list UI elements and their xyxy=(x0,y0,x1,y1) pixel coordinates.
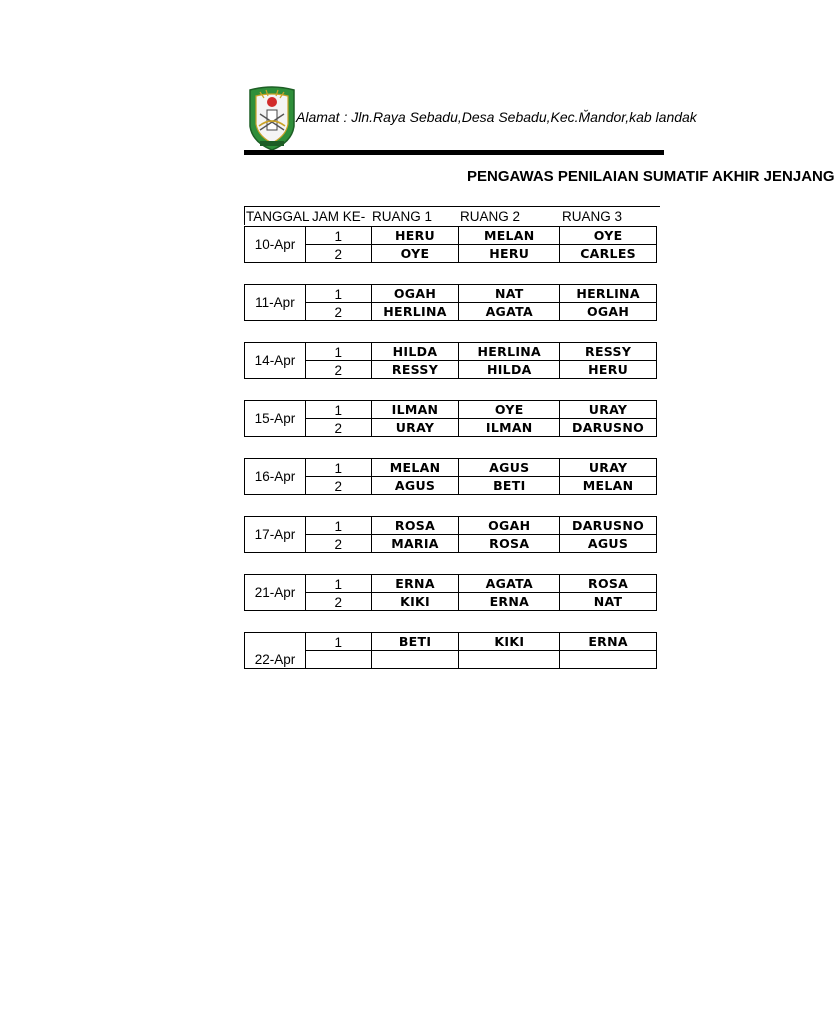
table-row xyxy=(245,593,657,611)
header-divider xyxy=(244,150,664,155)
jam-cell: 2 xyxy=(305,535,371,553)
ruang-3-cell: DARUSNO xyxy=(560,419,657,437)
ruang-3-cell: AGUS xyxy=(560,535,657,553)
ruang-1-cell: ILMAN xyxy=(371,401,459,419)
jam-cell: 1 xyxy=(305,285,371,303)
date-block xyxy=(244,574,657,611)
ruang-1-cell: URAY xyxy=(371,419,459,437)
date-block xyxy=(244,458,657,495)
table-row xyxy=(245,285,657,303)
jam-cell: 1 xyxy=(305,401,371,419)
ruang-2-cell: NAT xyxy=(459,285,560,303)
ruang-3-cell: OYE xyxy=(560,227,657,245)
ruang-2-cell: AGATA xyxy=(459,303,560,321)
ruang-2-cell: HILDA xyxy=(459,361,560,379)
ruang-1-cell: MELAN xyxy=(371,459,459,477)
table-row xyxy=(245,361,657,379)
date-block xyxy=(244,342,657,379)
table-row xyxy=(245,343,657,361)
ruang-3-cell: URAY xyxy=(560,401,657,419)
ruang-1-cell: HERLINA xyxy=(371,303,459,321)
document-title: PENGAWAS PENILAIAN SUMATIF AKHIR JENJANG xyxy=(467,168,835,185)
date-block xyxy=(244,226,657,263)
table-row xyxy=(245,535,657,553)
ruang-3-cell: MELAN xyxy=(560,477,657,495)
ruang-1-cell: RESSY xyxy=(371,361,459,379)
jam-cell: 2 xyxy=(305,361,371,379)
ruang-1-cell: OGAH xyxy=(371,285,459,303)
table-row xyxy=(245,575,657,593)
ruang-1-cell: BETI xyxy=(371,633,459,651)
jam-cell: 2 xyxy=(305,593,371,611)
ruang-2-cell: HERU xyxy=(459,245,560,263)
ruang-3-cell: HERU xyxy=(560,361,657,379)
date-cell: 21-Apr xyxy=(245,575,306,611)
ruang-2-cell: ERNA xyxy=(459,593,560,611)
ruang-1-cell: HERU xyxy=(371,227,459,245)
ruang-1-cell: ERNA xyxy=(371,575,459,593)
ruang-3-cell: ERNA xyxy=(560,633,657,651)
jam-cell: 2 xyxy=(305,245,371,263)
column-header-ruang-1: RUANG 1 xyxy=(371,206,459,225)
jam-cell: 1 xyxy=(305,633,371,651)
ruang-2-cell: OYE xyxy=(459,401,560,419)
ruang-3-cell: DARUSNO xyxy=(560,517,657,535)
table-row xyxy=(245,633,657,651)
ruang-1-cell: OYE xyxy=(371,245,459,263)
ruang-3-cell: ROSA xyxy=(560,575,657,593)
jam-cell: 1 xyxy=(305,227,371,245)
column-header-ruang-2: RUANG 2 xyxy=(459,206,560,225)
ruang-3-cell: HERLINA xyxy=(560,285,657,303)
date-cell: 17-Apr xyxy=(245,517,306,553)
ruang-3-cell: RESSY xyxy=(560,343,657,361)
ruang-3-cell xyxy=(560,651,657,669)
table-row xyxy=(245,459,657,477)
jam-cell: 2 xyxy=(305,477,371,495)
table-row xyxy=(245,517,657,535)
jam-cell: 1 xyxy=(305,517,371,535)
ruang-3-cell: CARLES xyxy=(560,245,657,263)
ruang-1-cell: MARIA xyxy=(371,535,459,553)
column-header-tanggal: TANGGAL xyxy=(244,206,305,225)
ruang-2-cell: HERLINA xyxy=(459,343,560,361)
table-row xyxy=(245,477,657,495)
jam-cell: 1 xyxy=(305,343,371,361)
jam-cell: 1 xyxy=(305,575,371,593)
column-header-ruang-3: RUANG 3 xyxy=(560,206,660,225)
jam-cell: 1 xyxy=(305,459,371,477)
ruang-2-cell xyxy=(459,651,560,669)
ruang-2-cell: OGAH xyxy=(459,517,560,535)
table-row xyxy=(245,419,657,437)
date-cell: 14-Apr xyxy=(245,343,306,379)
date-block xyxy=(244,516,657,553)
ruang-1-cell: AGUS xyxy=(371,477,459,495)
date-block xyxy=(244,284,657,321)
jam-cell: 2 xyxy=(305,419,371,437)
ruang-2-cell: BETI xyxy=(459,477,560,495)
date-block xyxy=(244,632,657,669)
ruang-2-cell: AGUS xyxy=(459,459,560,477)
ruang-2-cell: MELAN xyxy=(459,227,560,245)
date-cell: 15-Apr xyxy=(245,401,306,437)
ruang-2-cell: AGATA xyxy=(459,575,560,593)
ruang-2-cell: ILMAN xyxy=(459,419,560,437)
table-row xyxy=(245,245,657,263)
date-cell: 11-Apr xyxy=(245,285,306,321)
ruang-2-cell: ROSA xyxy=(459,535,560,553)
table-row xyxy=(245,303,657,321)
ruang-1-cell: ROSA xyxy=(371,517,459,535)
regional-emblem-icon xyxy=(246,86,298,152)
school-address: Alamat : Jln.Raya Sebadu,Desa Sebadu,Kec.M̆andor,kab landak xyxy=(296,109,697,125)
jam-cell xyxy=(305,651,371,669)
ruang-3-cell: NAT xyxy=(560,593,657,611)
table-row xyxy=(245,401,657,419)
table-row xyxy=(245,651,657,669)
ruang-1-cell: KIKI xyxy=(371,593,459,611)
date-cell: 22-Apr xyxy=(245,633,306,669)
date-cell: 16-Apr xyxy=(245,459,306,495)
ruang-1-cell xyxy=(371,651,459,669)
table-row xyxy=(245,227,657,245)
date-block xyxy=(244,400,657,437)
ruang-3-cell: URAY xyxy=(560,459,657,477)
column-header-jam: JAM KE- xyxy=(305,206,371,225)
ruang-1-cell: HILDA xyxy=(371,343,459,361)
jam-cell: 2 xyxy=(305,303,371,321)
ruang-3-cell: OGAH xyxy=(560,303,657,321)
ruang-2-cell: KIKI xyxy=(459,633,560,651)
date-cell: 10-Apr xyxy=(245,227,306,263)
